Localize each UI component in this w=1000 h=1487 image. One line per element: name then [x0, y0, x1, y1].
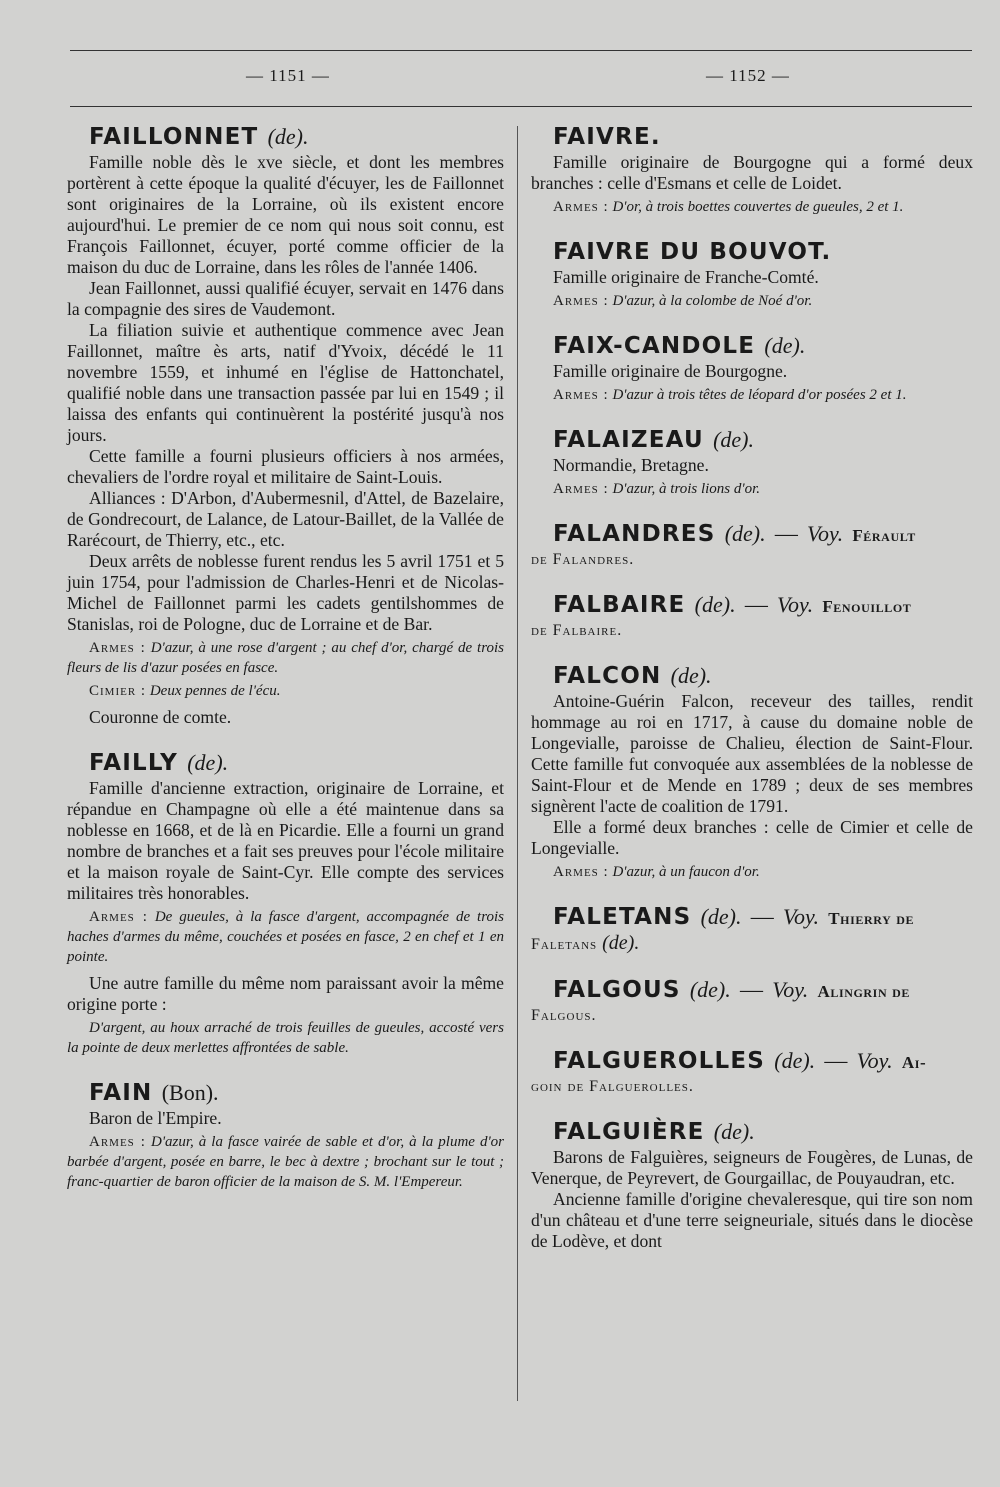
entry-falguerolles: [531, 1046, 973, 1097]
crown-line: Couronne de comte.: [89, 707, 232, 727]
paragraph: Famille noble dès le xve siècle, et dont les membres portèrent à cette époque la qualité d'écuyer, les de Faillonnet sont originaires de la Lorraine, où ils existent encore aujourd'hui. Le premier de ce nom qui nous soit connu, est François Faillonnet, écuyer, porté comme officier de la maison du duc de Lorraine, dans les rôles de l'année 1406.: [67, 152, 504, 277]
paragraph: Une autre famille du même nom paraissant avoir la même origine porte :: [67, 973, 504, 1014]
entry-heading: [553, 425, 973, 455]
arms-text: D'azur à trois têtes de léopard d'or posées 2 et 1.: [612, 387, 907, 403]
entry-name: FAIVRE.: [553, 124, 661, 150]
entry-name: FALETANS: [553, 904, 692, 930]
entry-faillonnet: [67, 122, 504, 728]
dash: —: [744, 592, 768, 617]
entry-heading: [553, 519, 973, 551]
entry-falgous: [531, 975, 973, 1026]
arms-label: Armes :: [89, 909, 148, 925]
paragraph: Alliances : D'Arbon, d'Aubermesnil, d'Attel, de Bazelaire, de Gondrecourt, de Lalance, de Latour-Baillet, de la Vallée de Rarécourt, de Thierry, etc., etc.: [67, 488, 504, 550]
arms-line: [67, 907, 504, 967]
entry-name: FAIVRE DU BOUVOT.: [553, 239, 832, 265]
entry-heading: [89, 122, 504, 152]
voy-label: Voy.: [777, 592, 814, 617]
arms-line: [531, 385, 973, 405]
arms-line: [531, 197, 973, 217]
crest-line: [67, 681, 504, 701]
paragraph: Ancienne famille d'origine chevaleresque, qui tire son nom d'un château et d'une terre seigneuriale, situés dans le diocèse de Lodève, et dont: [531, 1189, 973, 1251]
entry-particle: (de).: [713, 427, 754, 452]
paragraph: Famille originaire de Bourgogne qui a formé deux branches : celle d'Esmans et celle de Loidet.: [531, 152, 973, 193]
entry-heading: [553, 902, 973, 934]
paragraph: La filiation suivie et authentique commence avec Jean Faillonnet, maître ès arts, natif d'Yvoix, décédé le 11 novembre 1559, et inhumé en l'église de Hattonchatel, qualifié noble dans une transaction passée par lui en 1549 ; il laissa des enfants qui continuèrent la postérité jusqu'à nos jours.: [67, 320, 504, 445]
cross-reference-name: Faletans: [531, 936, 598, 953]
cross-reference: Ai-: [901, 1053, 927, 1072]
entry-name: FALGUEROLLES: [553, 1048, 766, 1074]
entry-particle: (de).: [713, 1119, 755, 1144]
entry-name: FAIN: [89, 1080, 153, 1106]
entry-particle: (de).: [670, 663, 712, 688]
crest-label: Cimier :: [89, 683, 147, 699]
paragraph: Jean Faillonnet, aussi qualifié écuyer, servait en 1476 dans la compagnie des sires de Vaudemont.: [67, 278, 504, 319]
entry-falguiere: [531, 1117, 973, 1252]
cross-reference: Fenouillot: [822, 597, 912, 616]
arms-label: Armes :: [89, 1134, 146, 1150]
entry-particle: (Bon).: [161, 1080, 219, 1105]
entry-particle: (de).: [694, 592, 736, 617]
crest-text: Deux pennes de l'écu.: [149, 683, 281, 699]
cross-reference-cont: Falgous.: [531, 1007, 597, 1024]
entry-falandres: [531, 519, 973, 570]
entry-faivre: [531, 122, 973, 217]
cross-reference: Thierry de: [828, 909, 915, 928]
column-divider: [517, 126, 518, 1401]
paragraph: Elle a formé deux branches : celle de Cimier et celle de Longevialle.: [531, 817, 973, 858]
arms-label: Armes :: [553, 199, 609, 215]
page-number-left: — 1151 —: [246, 66, 330, 85]
voy-label: Voy.: [856, 1048, 893, 1073]
entry-particle: (de).: [267, 124, 309, 149]
entry-heading: [553, 237, 973, 267]
entry-name: FALCON: [553, 663, 662, 689]
entry-faix-candole: [531, 331, 973, 405]
entry-particle: (de).: [774, 1048, 816, 1073]
arms-line: [67, 638, 504, 678]
cross-reference: Férault: [852, 526, 916, 545]
entry-heading: [553, 122, 973, 152]
arms-label: Armes :: [553, 481, 609, 497]
right-column: [531, 122, 973, 1272]
entry-heading: [553, 331, 973, 361]
entry-name: FALGUIÈRE: [553, 1119, 705, 1145]
paragraph: Cette famille a fourni plusieurs officiers à nos armées, chevaliers de l'ordre royal et militaire de Saint-Louis.: [67, 446, 504, 487]
arms-line: [531, 479, 973, 499]
paragraph: Barons de Falguières, seigneurs de Fougères, de Lunas, de Venerque, de Peyrevert, de Gourgaillac, de Pouyaudran, etc.: [531, 1147, 973, 1188]
arms-label: Armes :: [553, 293, 609, 309]
arms-text: D'azur, à trois lions d'or.: [612, 481, 761, 497]
entry-heading: [553, 590, 973, 622]
header-rule: [70, 106, 972, 107]
cross-reference-particle: (de).: [602, 932, 640, 954]
arms-line-alt: [67, 1018, 504, 1058]
entry-particle: (de).: [764, 333, 806, 358]
voy-label: Voy.: [807, 521, 844, 546]
voy-label: Voy.: [782, 904, 819, 929]
cross-reference-cont: [531, 933, 973, 955]
entry-name: FAILLY: [89, 750, 179, 776]
arms-label: Armes :: [89, 640, 146, 656]
top-rule: [70, 50, 972, 51]
entry-faivre-du-bouvot: [531, 237, 973, 311]
arms-line: [67, 1132, 504, 1192]
arms-text: D'azur, à un faucon d'or.: [612, 864, 760, 880]
entry-falaizeau: [531, 425, 973, 499]
entry-failly: [67, 748, 504, 1058]
entry-name: FALGOUS: [553, 977, 681, 1003]
paragraph: Famille originaire de Bourgogne.: [553, 361, 788, 381]
entry-name: FAILLONNET: [89, 124, 259, 150]
arms-text: D'azur, à une rose d'argent ; au chef d'or, chargé de trois fleurs de lis d'azur posées en fasce.: [67, 640, 504, 676]
paragraph: Famille d'ancienne extraction, originaire de Lorraine, et répandue en Champagne où elle a été maintenue dans sa noblesse en 1668, et de là en Picardie. Elle a fourni un grand nombre de branches et a fait ses preuves pour l'école militaire et la maison royale de Saint-Cyr. Elle compte des services militaires très honorables.: [67, 778, 504, 903]
entry-heading: [89, 748, 504, 778]
voy-label: Voy.: [772, 977, 809, 1002]
entry-heading: [89, 1078, 504, 1108]
entry-faletans: [531, 902, 973, 955]
dash: —: [824, 1048, 848, 1073]
dash: —: [750, 904, 774, 929]
dash: —: [774, 521, 798, 546]
paragraph: Baron de l'Empire.: [89, 1108, 222, 1128]
arms-text: D'azur, à la fasce vairée de sable et d'or, à la plume d'or barbée d'argent, posée en barre, le bec à dextre ; brochant sur le tout ; franc-quartier de baron officier de la maison de S. M. l'Empereur.: [67, 1134, 504, 1190]
arms-text: D'azur, à la colombe de Noé d'or.: [612, 293, 813, 309]
entry-name: FAIX-CANDOLE: [553, 333, 756, 359]
page-number-right: — 1152 —: [706, 66, 790, 85]
dash: —: [739, 977, 763, 1002]
paragraph: Deux arrêts de noblesse furent rendus les 5 avril 1751 et 5 juin 1754, pour l'admission de Charles-Henri et de Nicolas-Michel de Faillonnet parmi les cadets gentilshommes de Stanislas, roi de Pologne, duc de Lorraine et de Bar.: [67, 551, 504, 634]
arms-text: De gueules, à la fasce d'argent, accompagnée de trois haches d'armes du même, couchées et posées en fasce, 2 en chef et 1 en pointe.: [67, 909, 504, 965]
entry-name: FALBAIRE: [553, 592, 686, 618]
arms-text: D'argent, au houx arraché de trois feuilles de gueules, accosté vers la pointe de deux merlettes affrontées de sable.: [67, 1020, 504, 1056]
entry-particle: (de).: [187, 750, 229, 775]
arms-label: Armes :: [553, 387, 609, 403]
arms-label: Armes :: [553, 864, 609, 880]
cross-reference-cont: de Falandres.: [531, 551, 635, 568]
entry-particle: (de).: [700, 904, 742, 929]
entry-particle: (de).: [724, 521, 766, 546]
entry-heading: [553, 975, 973, 1007]
arms-line: [531, 862, 973, 882]
cross-reference: Alingrin de: [817, 982, 910, 1001]
entry-name: FALAIZEAU: [553, 427, 704, 453]
entry-fain: [67, 1078, 504, 1192]
paragraph: Antoine-Guérin Falcon, receveur des tailles, rendit hommage au roi en 1717, à cause du domaine noble de Longevialle, paroisse de Chalieu, élection de Saint-Flour. Cette famille fut convoquée aux assemblées de la noblesse de Saint-Flour et de Mende en 1789 ; deux de ses membres signèrent l'acte de coalition de 1791.: [531, 691, 973, 816]
entry-falbaire: [531, 590, 973, 641]
left-column: [67, 122, 504, 1212]
entry-heading: [553, 1046, 973, 1078]
arms-line: [531, 291, 973, 311]
cross-reference-cont: goin de Falguerolles.: [531, 1078, 694, 1095]
arms-text: D'or, à trois boettes couvertes de gueules, 2 et 1.: [612, 199, 904, 215]
entry-falcon: [531, 661, 973, 882]
entry-name: FALANDRES: [553, 521, 716, 547]
paragraph: Normandie, Bretagne.: [553, 455, 709, 475]
cross-reference-cont: de Falbaire.: [531, 622, 623, 639]
entry-heading: [553, 1117, 973, 1147]
entry-particle: (de).: [689, 977, 731, 1002]
paragraph: Famille originaire de Franche-Comté.: [553, 267, 819, 287]
entry-heading: [553, 661, 973, 691]
